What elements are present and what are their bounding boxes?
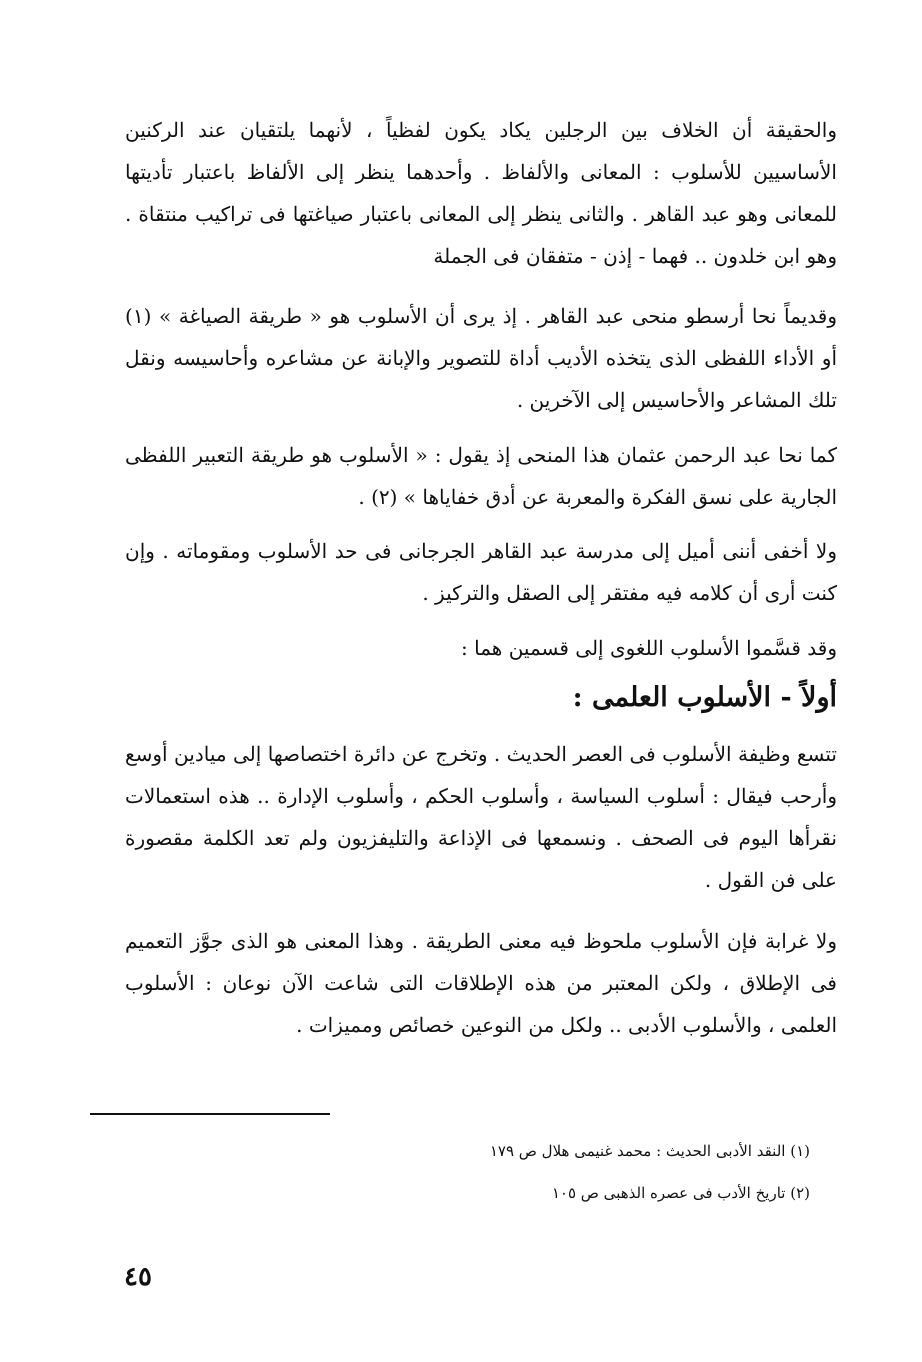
paragraph-4 (125, 530, 837, 614)
paragraph-2 (125, 295, 837, 421)
paragraph-1 (125, 109, 837, 277)
footnote-1: (١) النقد الأدبى الحديث : محمد غنيمى هلال ص ١٧٩ (489, 1142, 810, 1160)
paragraph-5-text: وقد قسَّموا الأسلوب اللغوى إلى قسمين هما : (461, 636, 837, 660)
footnote-2: (٢) تاريخ الأدب فى عصره الذهبى ص ١٠٥ (551, 1184, 810, 1202)
paragraph-5 (125, 627, 837, 669)
paragraph-7-text: ولا غرابة فإن الأسلوب ملحوظ فيه معنى الطريقة . وهذا المعنى هو الذى جوَّز التعميم فى الإطلاق ، ولكن المعتبر من هذه الإطلاقات التى شاعت الآن نوعان : الأسلوب العلمى ، والأسلوب الأدبى .. ولكل من النوعين خصائص ومميزات . (125, 929, 837, 1037)
footnote-divider (90, 1113, 330, 1115)
paragraph-6-text: تتسع وظيفة الأسلوب فى العصر الحديث . وتخرج عن دائرة اختصاصها إلى ميادين أوسع وأرحب فيقال : أسلوب السياسة ، وأسلوب الحكم ، وأسلوب الإدارة .. هذه استعمالات نقرأها اليوم فى الصحف . ونسمعها فى الإذاعة والتليفزيون ولم تعد الكلمة مقصورة على فن القول . (125, 742, 837, 892)
page-number: ٤٥ (124, 1262, 152, 1292)
paragraph-1-text: والحقيقة أن الخلاف بين الرجلين يكاد يكون لفظياً ، لأنهما يلتقيان عند الركنين الأساسيين للأسلوب : المعانى والألفاظ . وأحدهما ينظر إلى الألفاظ باعتبار تأديتها للمعانى وهو عبد القاهر . والثانى ينظر إلى المعانى باعتبار صياغتها فى تراكيب منتقاة . وهو ابن خلدون .. فهما - إذن - متفقان فى الجملة (125, 118, 837, 268)
paragraph-2-text: وقديماً نحا أرسطو منحى عبد القاهر . إذ يرى أن الأسلوب هو « طريقة الصياغة » (١) أو الأداء اللفظى الذى يتخذه الأديب أداة للتصوير والإبانة عن مشاعره وأحاسيسه ونقل تلك المشاعر والأحاسيس إلى الآخرين . (125, 304, 837, 412)
paragraph-3-text: كما نحا عبد الرحمن عثمان هذا المنحى إذ يقول : « الأسلوب هو طريقة التعبير اللفظى الجارية على نسق الفكرة والمعربة عن أدق خفاياها » (٢) . (125, 443, 837, 509)
paragraph-7 (125, 920, 837, 1046)
paragraph-4-text: ولا أخفى أننى أميل إلى مدرسة عبد القاهر الجرجانى فى حد الأسلوب ومقوماته . وإن كنت أرى أن كلامه فيه مفتقر إلى الصقل والتركيز . (125, 539, 837, 605)
section-heading-text: أولاً - الأسلوب العلمى : (572, 682, 837, 713)
paragraph-3 (125, 434, 837, 518)
section-heading (125, 678, 837, 718)
paragraph-6 (125, 733, 837, 901)
